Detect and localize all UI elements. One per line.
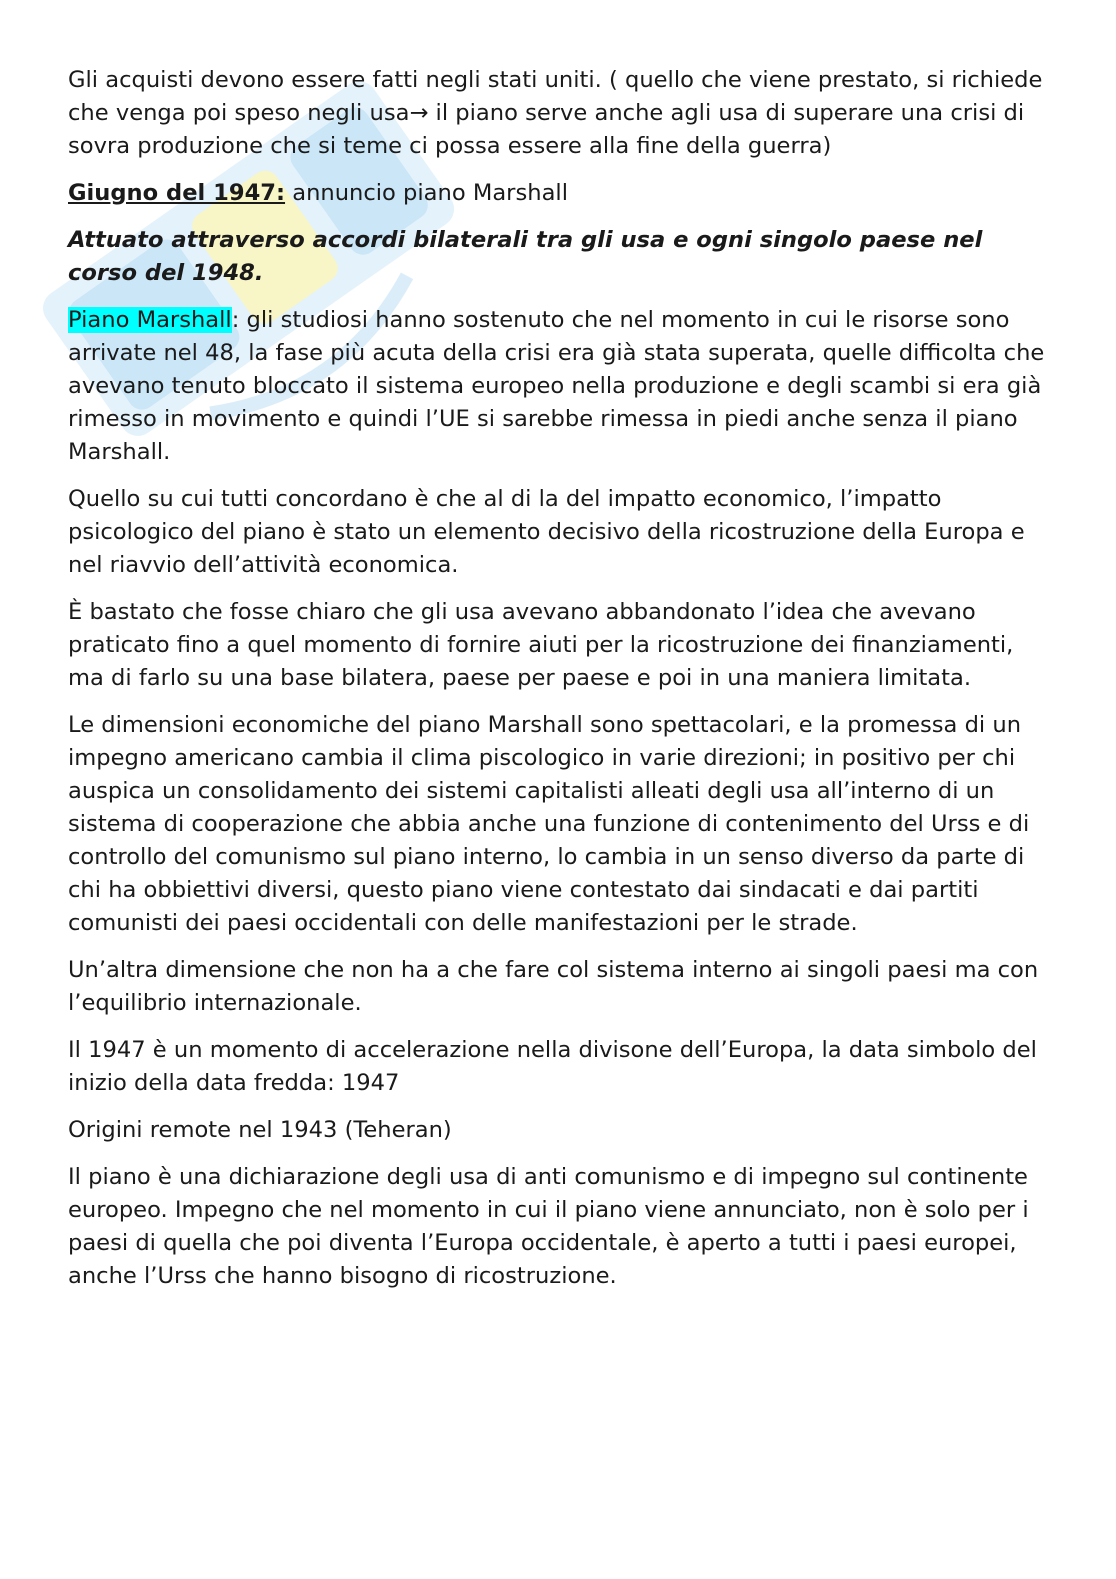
paragraph-piano-marshall	[68, 304, 1048, 469]
date-heading: Giugno del 1947:	[68, 180, 286, 206]
paragraph-origini: Origini remote nel 1943 (Teheran)	[68, 1117, 452, 1143]
paragraph-acquisti-rest: il piano serve anche agli usa di superare una crisi di sovra produzione che si teme ci possa essere alla fine della guerra)	[68, 100, 1025, 159]
paragraph-attuato: Attuato attraverso accordi bilaterali tra gli usa e ogni singolo paese nel corso del 1948.	[68, 227, 983, 286]
paragraph-1947: Il 1947 è un momento di accelerazione nella divisone dell’Europa, la data simbolo del inizio della data fredda: 1947	[68, 1037, 1037, 1096]
paragraph-bastato: È bastato che fosse chiaro che gli usa avevano abbandonato l’idea che avevano praticato fino a quel momento di fornire aiuti per la ricostruzione dei finanziamenti, ma di farlo su una base bilatera, paese per paese e poi in una maniera limitata.	[68, 599, 1014, 691]
paragraph-dichiarazione: Il piano è una dichiarazione degli usa di anti comunismo e di impegno sul continente europeo. Impegno che nel momento in cui il piano viene annunciato, non è solo per i paesi di quella che poi diventa l’Europa occidentale, è aperto a tutti i paesi europei, anche l’Urss che hanno bisogno di ricostruzione.	[68, 1164, 1029, 1289]
paragraph-giugno-rest: annuncio piano Marshall	[285, 180, 568, 206]
paragraph-dimensioni: Le dimensioni economiche del piano Marshall sono spettacolari, e la promessa di un impegno americano cambia il clima piscologico in varie direzioni; in positivo per chi auspica un consolidamento dei sistemi capitalisti alleati degli usa all’interno di un sistema di cooperazione che abbia anche una funzione di contenimento del Urss e di controllo del comunismo sul piano interno, lo cambia in un senso diverso da parte di chi ha obbiettivi diversi, questo piano viene contestato dai sindacati e dai partiti comunisti dei paesi occidentali con delle manifestazioni per le strade.	[68, 712, 1030, 936]
paragraph-altra-dimensione: Un’altra dimensione che non ha a che fare col sistema interno ai singoli paesi ma con l’equilibrio internazionale.	[68, 957, 1039, 1016]
paragraph-piano-marshall-rest: : gli studiosi hanno sostenuto che nel momento in cui le risorse sono arrivate nel 48, la fase più acuta della crisi era già stata superata, quelle difficolta che avevano tenuto bloccato il sistema europeo nella produzione e degli scambi si era già rimesso in movimento e quindi l’UE si sarebbe rimessa in piedi anche senza il piano Marshall.	[68, 307, 1045, 465]
paragraph-giugno	[68, 177, 1048, 210]
paragraph-acquisti	[68, 64, 1048, 163]
paragraph-quello: Quello su cui tutti concordano è che al di la del impatto economico, l’impatto psicologico del piano è stato un elemento decisivo della ricostruzione della Europa e nel riavvio dell’attività economica.	[68, 486, 1025, 578]
paragraph-acquisti-text: Gli acquisti devono essere fatti negli stati uniti. ( quello che viene prestato, si richiede che venga poi speso negli usa	[68, 67, 1043, 126]
highlighted-term: Piano Marshall	[68, 307, 232, 333]
arrow-right-icon: →	[409, 100, 429, 126]
document-body	[68, 64, 1048, 1307]
